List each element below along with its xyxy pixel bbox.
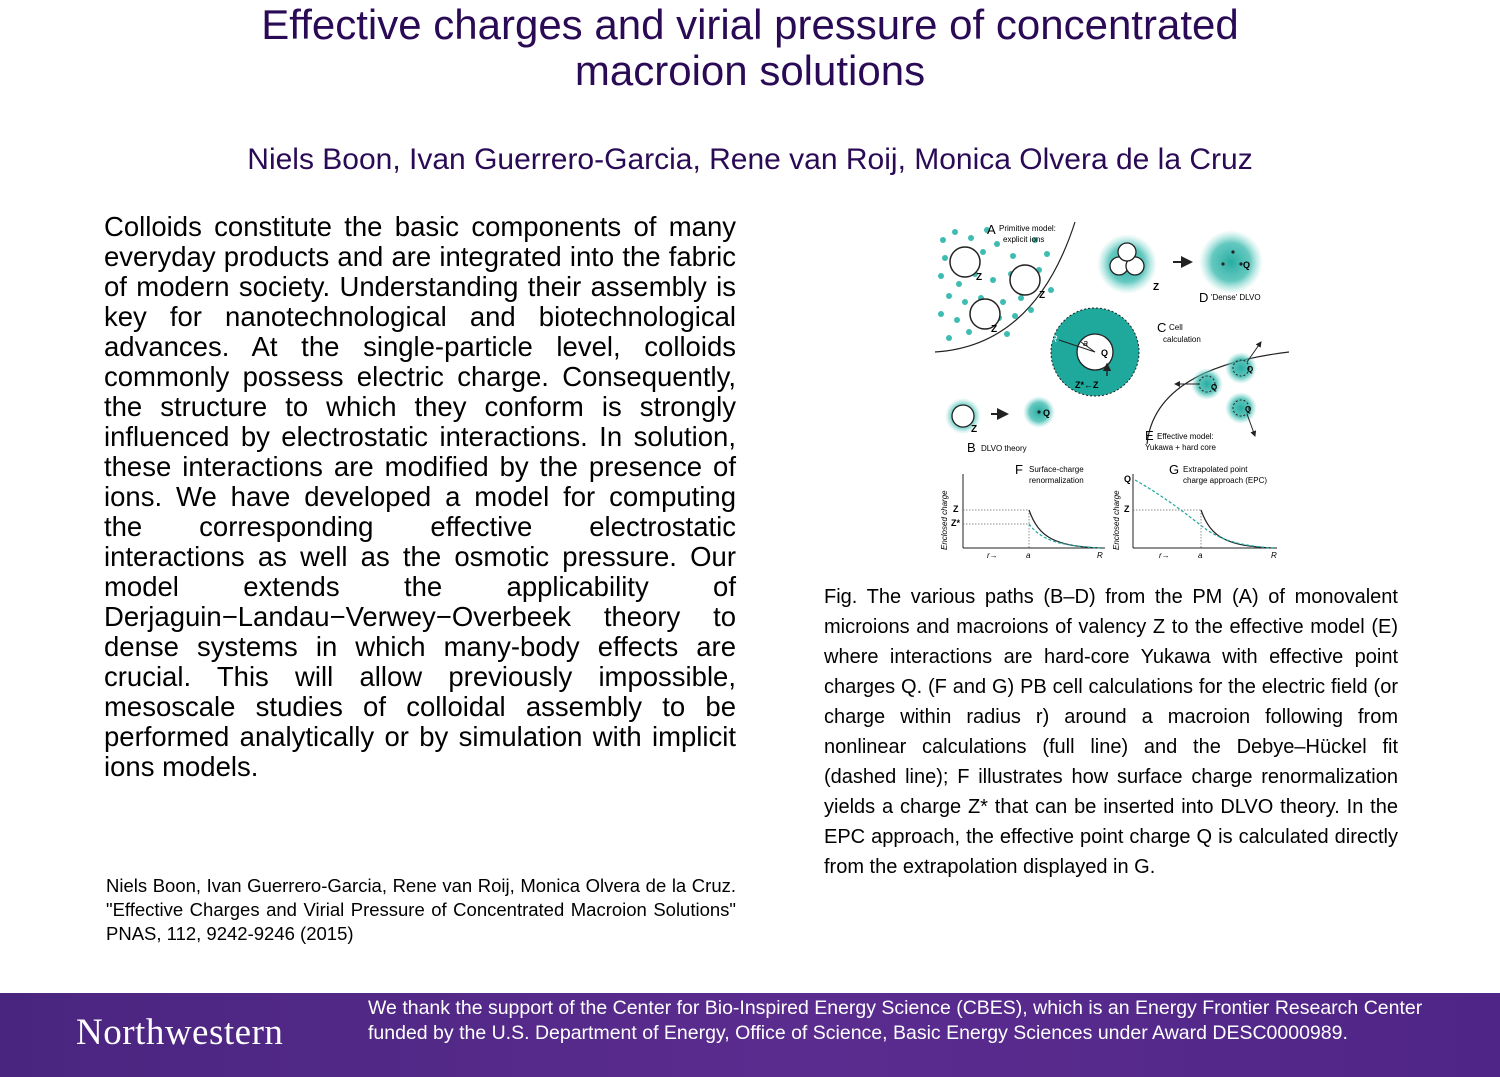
panel-e-letter: E [1145,428,1154,443]
panel-g-q: Q [1124,474,1132,484]
panel-a-z1: Z [976,272,983,283]
panel-d [1097,230,1263,305]
title-line-1: Effective charges and virial pressure of concentrated [261,1,1239,48]
panel-g-a: a [1198,551,1203,560]
figure-schematic [935,218,1289,560]
panel-g-z: Z [1124,504,1130,514]
panel-e-q2: Q [1247,365,1254,374]
panel-c-letter: C [1157,320,1167,335]
panel-g-line-2: charge approach (EPC) [1183,476,1268,485]
author-list: Niels Boon, Ivan Guerrero-Garcia, Rene van Roij, Monica Olvera de la Cruz [247,143,1253,176]
panel-c-r: R [1051,334,1058,344]
panel-d-z: Z [1153,282,1160,293]
panel-f-plot [940,462,1105,560]
panel-g-R: R [1271,551,1277,560]
panel-d-label: 'Dense' DLVO [1211,293,1261,302]
panel-a [935,222,1075,352]
panel-f-line-2: renormalization [1029,476,1084,485]
panel-c-a: a [1083,338,1089,348]
poster-title [0,2,1500,94]
panel-f-a: a [1026,551,1031,560]
panel-g-letter: G [1169,462,1180,477]
panel-e [1145,342,1289,452]
panel-b-letter: B [967,440,976,455]
panel-b-q: Q [1043,408,1051,418]
panel-c-line-2: calculation [1163,335,1201,344]
panel-f-ylabel: Enclosed charge [940,490,949,550]
acknowledgment-text: We thank the support of the Center for Bio-Inspired Energy Science (CBES), which is an Energy Frontier Research Center funded by the U.S. Department of Energy, Office of Science, Basic Energy Sciences under Award DESC0000989. [368,997,1423,1044]
panel-e-q3: Q [1245,405,1252,414]
panel-b-z: Z [971,424,978,435]
panel-g-ylabel: Enclosed charge [1112,490,1121,550]
panel-f-letter: F [1015,462,1023,477]
northwestern-logo: Northwestern [76,1012,284,1053]
panel-f-z: Z [953,504,959,514]
panel-a-line-2: explicit ions [1003,235,1045,244]
footer-bar [0,993,1500,1077]
panel-a-z2: Z [1039,290,1046,301]
panel-g-rarrow: r→ [1159,551,1170,560]
panel-d-q: Q [1243,260,1251,270]
panel-c-q: Q [1101,348,1109,358]
panel-f-line-1: Surface-charge [1029,465,1084,474]
panel-a-z3: Z [991,324,998,335]
title-line-2: macroion solutions [574,47,926,94]
citation-text: Niels Boon, Ivan Guerrero-Garcia, Rene van Roij, Monica Olvera de la Cruz. "Effective Charges and Virial Pressure of Concentrated Macroion Solutions" PNAS, 112, 9242-9246 (2015) [106,875,736,944]
panel-f-zstar: Z* [951,518,960,528]
panel-g-plot [1112,462,1277,560]
panel-c-zarrow: Z*←Z [1075,380,1099,390]
panel-e-line-2: Yukawa + hard core [1145,443,1216,452]
panel-b [945,396,1055,455]
panel-f-rarrow: r→ [987,551,998,560]
panel-c-line-1: Cell [1169,323,1183,332]
panel-a-letter: A [987,222,996,237]
panel-b-label: DLVO theory [981,444,1027,453]
panel-d-letter: D [1199,290,1209,305]
abstract-text: Colloids constitute the basic components of many everyday products and are integrated into the fabric of modern society. Understanding their assembly is key for nanotechnological and biotechnological advances. At the single-particle level, colloids commonly possess electric charge. Consequently, the structure to which they conform is strongly influenced by electrostatic interactions. In solution, these interactions are modified by the presence of ions. We have developed a model for computing the corresponding effective electrostatic interactions as well as the osmotic pressure. Our model extends the applicability of Derjaguin−Landau−Verwey−Overbeek theory to dense systems in which many-body effects are crucial. This will allow previously impossible, mesoscale studies of colloidal assembly to be performed analytically or by simulation with implicit ions models. [104,211,736,782]
figure-caption: Fig. The various paths (B–D) from the PM (A) of monovalent microions and macroions of valency Z to the effective model (E) where interactions are hard-core Yukawa with effective point charges Q. (F and G) PB cell calculations for the electric field (or charge within radius r) around a macroion following from nonlinear calculations (full line) and the Debye–Hückel fit (dashed line); F illustrates how surface charge renormalization yields a charge Z* that can be inserted into DLVO theory. In the EPC approach, the effective point charge Q is calculated directly from the extrapolation displayed in G. [824,586,1398,878]
panel-g-line-1: Extrapolated point [1183,465,1248,474]
panel-e-line-1: Effective model: [1157,432,1214,441]
panel-e-q1: Q [1211,383,1218,392]
panel-c [1051,308,1201,396]
panel-a-line-1: Primitive model: [999,224,1056,233]
panel-f-R: R [1097,551,1103,560]
